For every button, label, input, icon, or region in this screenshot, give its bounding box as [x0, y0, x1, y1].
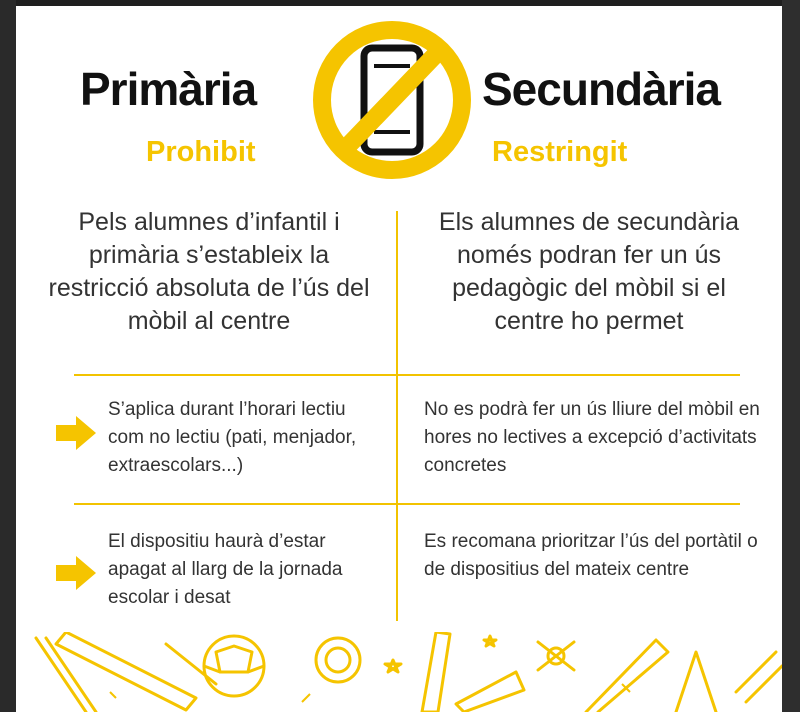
- right-column-intro: Els alumnes de secundària només podran fer un ús pedagògic del mòbil si el centre ho permet: [438, 208, 740, 335]
- arrow-right-icon: [56, 416, 96, 450]
- left-column-intro: Pels alumnes d’infantil i primària s’estableix la restricció absoluta de l’ús del mòbil al centre: [48, 208, 370, 335]
- background-right-strip: [782, 0, 800, 712]
- row-divider-middle: [74, 503, 740, 505]
- left-column-status: Prohibit: [146, 136, 256, 168]
- infographic-card: [16, 6, 782, 712]
- school-supplies-doodles: [16, 632, 782, 712]
- right-rule-2: Es recomana prioritzar l’ús del portàtil o de dispositius del mateix centre: [424, 531, 758, 580]
- column-divider: [396, 211, 398, 621]
- left-column-title: Primària: [80, 63, 257, 115]
- right-rule-1: No es podrà fer un ús lliure del mòbil en hores no lectives a excepció d’activitats concretes: [424, 399, 760, 476]
- right-column-title: Secundària: [482, 63, 720, 115]
- no-phone-icon: [312, 14, 472, 186]
- arrow-right-icon: [56, 556, 96, 590]
- left-rule-1: S’aplica durant l’horari lectiu com no lectiu (pati, menjador, extraescolars...): [108, 399, 357, 476]
- left-rule-2: El dispositiu haurà d’estar apagat al llarg de la jornada escolar i desat: [108, 531, 343, 608]
- row-divider-top: [74, 374, 740, 376]
- background-left-strip: [0, 0, 16, 712]
- right-column-status: Restringit: [492, 136, 628, 168]
